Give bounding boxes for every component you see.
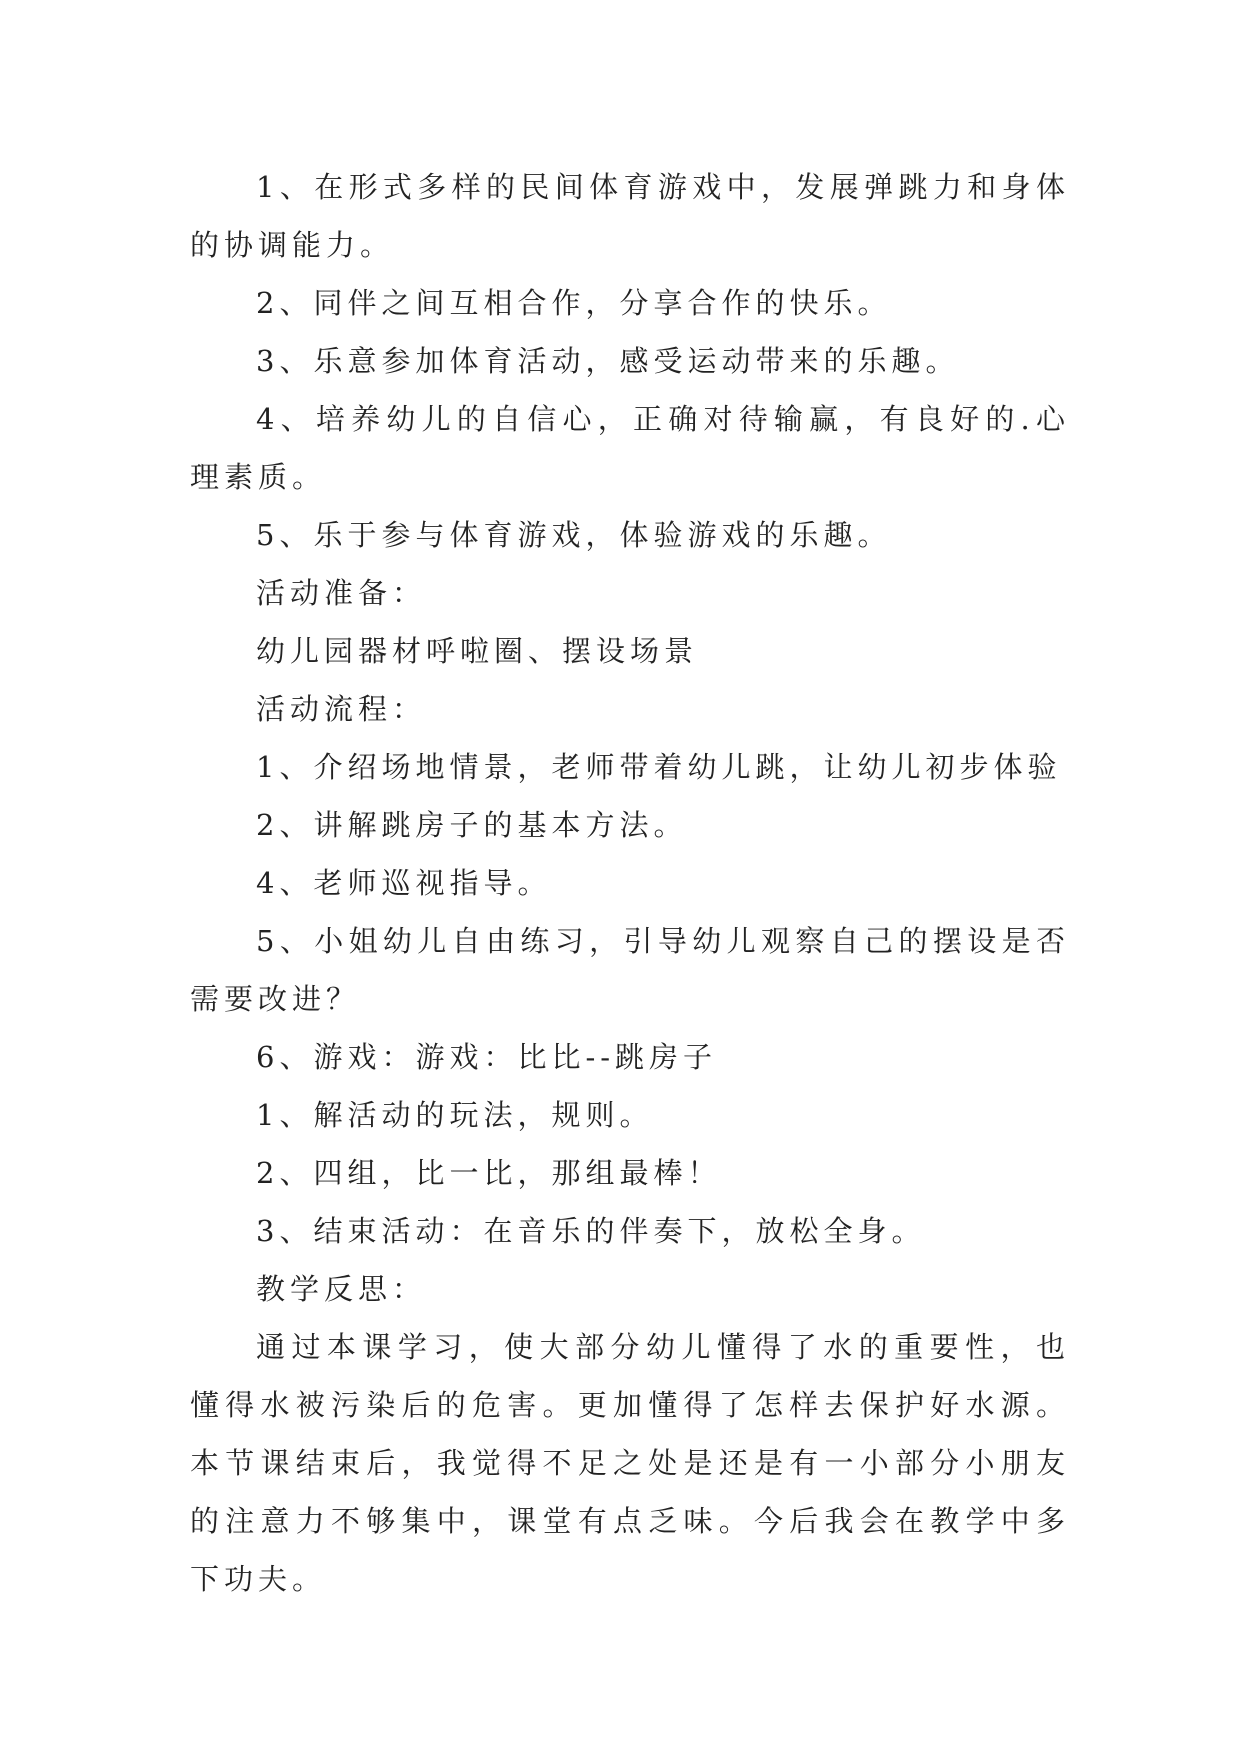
process-step-2: 2、讲解跳房子的基本方法。 — [256, 808, 688, 842]
goal-2: 2、同伴之间互相合作，分享合作的快乐。 — [256, 286, 892, 320]
goal-3: 3、乐意参加体育活动，感受运动带来的乐趣。 — [256, 344, 960, 378]
game-step-3: 3、结束活动：在音乐的伴奏下，放松全身。 — [256, 1214, 926, 1248]
document-body — [190, 158, 1070, 1608]
section-heading-reflection: 教学反思： — [256, 1272, 427, 1306]
goal-1: 1、在形式多样的民间体育游戏中，发展弹跳力和身体的协调能力。 — [190, 170, 1070, 262]
goal-5: 5、乐于参与体育游戏，体验游戏的乐趣。 — [256, 518, 892, 552]
section-heading-preparation: 活动准备： — [256, 576, 427, 610]
process-step-1: 1、介绍场地情景，老师带着幼儿跳，让幼儿初步体验 — [256, 750, 1062, 784]
process-step-4: 4、老师巡视指导。 — [256, 866, 552, 900]
section-heading-process: 活动流程： — [256, 692, 427, 726]
goal-4: 4、培养幼儿的自信心，正确对待输赢，有良好的.心理素质。 — [190, 402, 1070, 494]
preparation-text: 幼儿园器材呼啦圈、摆设场景 — [256, 634, 699, 668]
process-step-6: 6、游戏：游戏：比比--跳房子 — [256, 1040, 718, 1074]
reflection-text: 通过本课学习，使大部分幼儿懂得了水的重要性，也懂得水被污染后的危害。更加懂得了怎样去保护好水源。本节课结束后，我觉得不足之处是还是有一小部分小朋友的注意力不够集中，课堂有点乏味。今后我会在教学中多下功夫。 — [190, 1330, 1070, 1596]
game-step-2: 2、四组，比一比，那组最棒！ — [256, 1156, 722, 1190]
game-step-1: 1、解活动的玩法，规则。 — [256, 1098, 654, 1132]
process-step-5: 5、小姐幼儿自由练习，引导幼儿观察自己的摆设是否需要改进？ — [190, 924, 1070, 1016]
